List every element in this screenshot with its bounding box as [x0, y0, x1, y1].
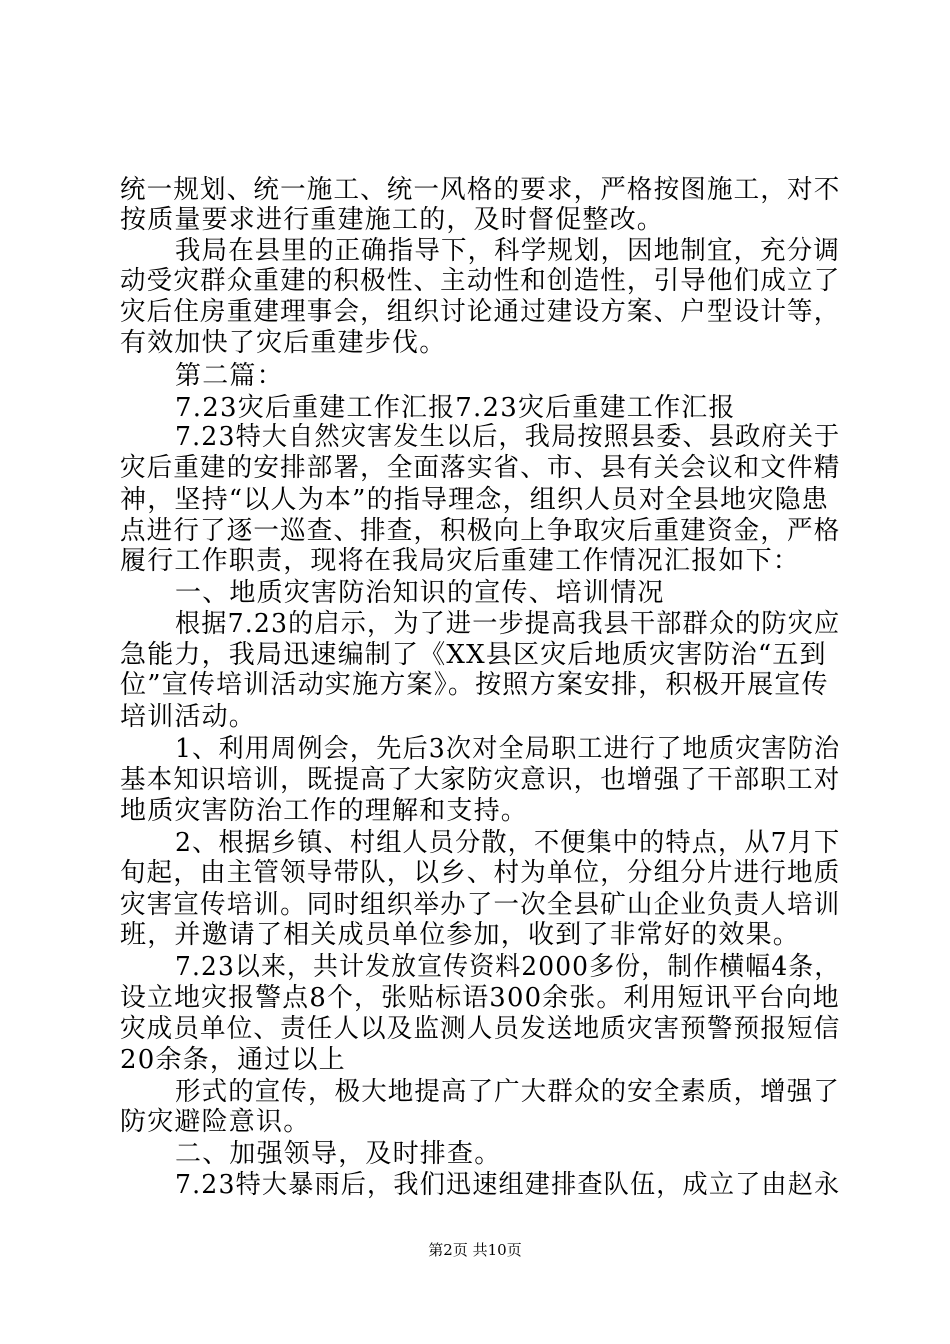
- text-line: 按质量要求进行重建施工的，及时督促整改。: [120, 205, 665, 235]
- text-line: 灾后住房重建理事会，组织讨论通过建设方案、户型设计等，: [120, 297, 841, 327]
- text-line: 有效加快了灾后重建步伐。: [120, 328, 447, 358]
- text-line: 灾后重建的安排部署，全面落实省、市、县有关会议和文件精: [120, 453, 841, 483]
- text-line: 地质灾害防治工作的理解和支持。: [120, 796, 529, 826]
- text-line: 急能力，我局迅速编制了《XX县区灾后地质灾害防治“五到: [120, 640, 827, 670]
- text-line: 位”宣传培训活动实施方案》。按照方案安排，积极开展宣传: [120, 670, 829, 700]
- text-line: 履行工作职责，现将在我局灾后重建工作情况汇报如下：: [120, 546, 801, 576]
- text-line: 灾成员单位、责任人以及监测人员发送地质灾害预警预报短信: [120, 1014, 841, 1044]
- text-line: 防灾避险意识。: [120, 1107, 311, 1137]
- text-line: 神，坚持“以人为本”的指导理念，组织人员对全县地灾隐患: [120, 485, 829, 515]
- text-line: 灾害宣传培训。同时组织举办了一次全县矿山企业负责人培训: [120, 890, 841, 920]
- text-line: 旬起，由主管领导带队，以乡、村为单位，分组分片进行地质: [120, 858, 841, 888]
- section-heading: 第二篇：: [175, 361, 284, 391]
- article-title: 7.23灾后重建工作汇报7.23灾后重建工作汇报: [175, 393, 736, 423]
- text-line: 统一规划、统一施工、统一风格的要求，严格按图施工，对不: [120, 175, 841, 205]
- text-line: 20余条，通过以上: [120, 1045, 346, 1075]
- section-heading: 二、加强领导，及时排查。: [175, 1139, 502, 1169]
- text-line: 7.23以来，共计发放宣传资料2000多份，制作横幅4条，: [175, 952, 841, 982]
- text-line: 班，并邀请了相关成员单位参加，收到了非常好的效果。: [120, 920, 801, 950]
- text-line: 1、利用周例会，先后3次对全局职工进行了地质灾害防治: [175, 734, 841, 764]
- text-line: 培训活动。: [120, 702, 257, 732]
- text-line: 我局在县里的正确指导下，科学规划，因地制宜，充分调: [175, 236, 840, 266]
- text-line: 动受灾群众重建的积极性、主动性和创造性，引导他们成立了: [120, 266, 841, 296]
- text-line: 7.23特大自然灾害发生以后，我局按照县委、县政府关于: [175, 422, 841, 452]
- text-line: 形式的宣传，极大地提高了广大群众的安全素质，增强了: [175, 1077, 840, 1107]
- text-line: 7.23特大暴雨后，我们迅速组建排查队伍，成立了由赵永: [175, 1170, 841, 1200]
- text-line: 根据7.23的启示，为了进一步提高我县干部群众的防灾应: [175, 609, 841, 639]
- text-line: 设立地灾报警点8个，张贴标语300余张。利用短讯平台向地: [120, 983, 840, 1013]
- section-heading: 一、地质灾害防治知识的宣传、培训情况: [175, 578, 665, 608]
- text-line: 基本知识培训，既提高了大家防灾意识，也增强了干部职工对: [120, 765, 841, 795]
- text-line: 点进行了逐一巡查、排查，积极向上争取灾后重建资金，严格: [120, 516, 841, 546]
- page-number-footer: 第2页 共10页: [428, 1241, 522, 1259]
- text-line: 2、根据乡镇、村组人员分散，不便集中的特点，从7月下: [175, 828, 841, 858]
